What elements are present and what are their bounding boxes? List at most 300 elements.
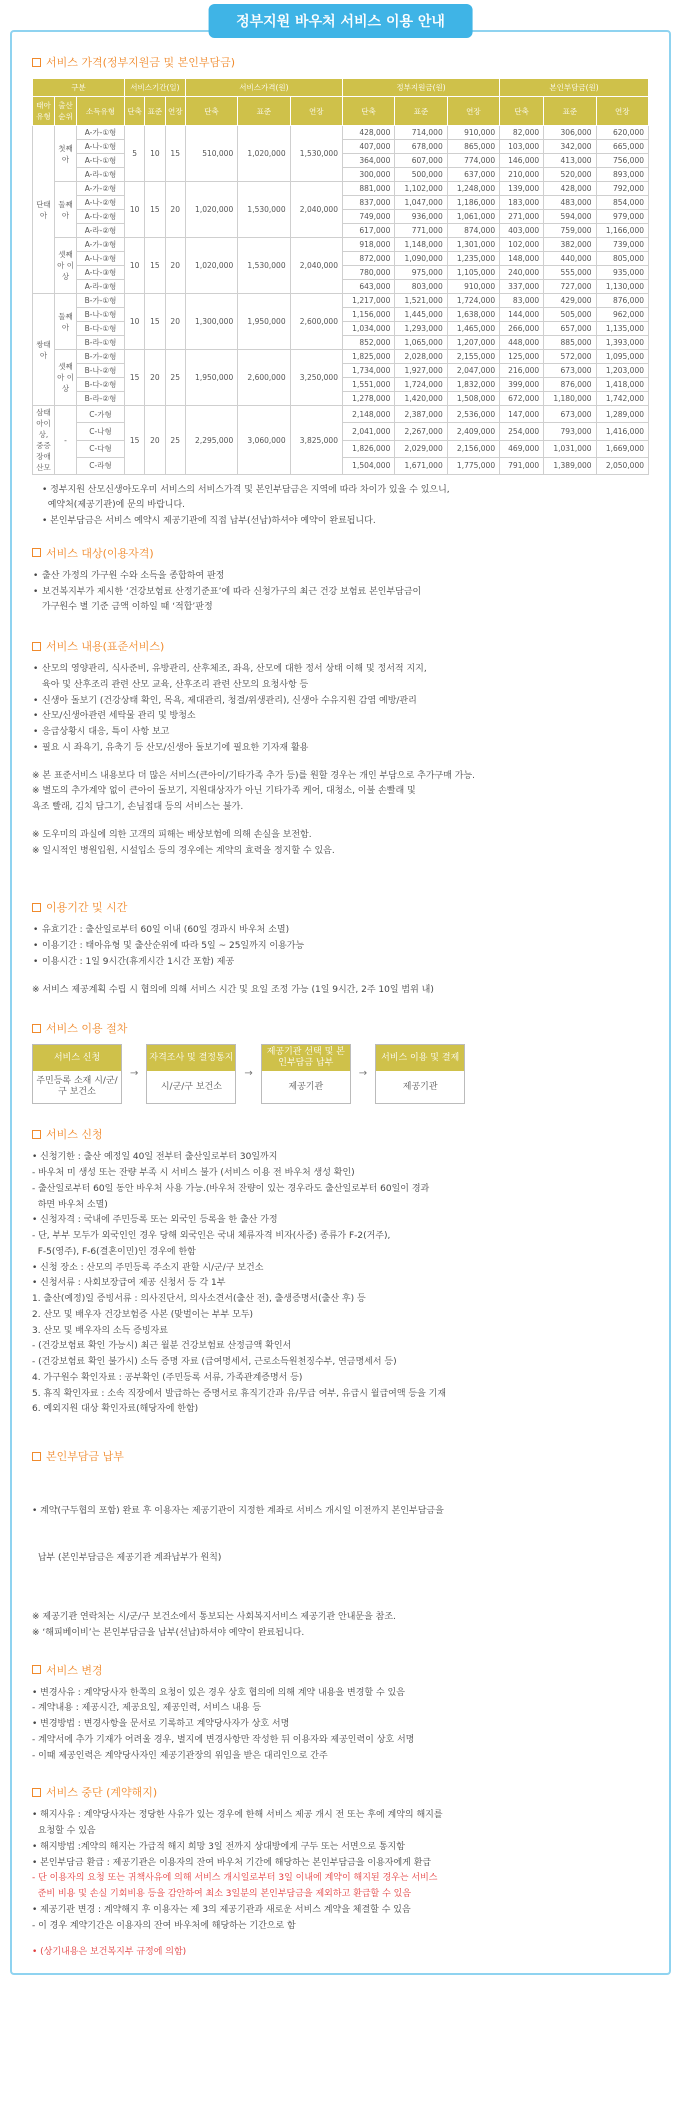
apply-item: 4. 가구원수 확인자료 : 공부확인 (주민등록 서류, 가족관계증명서 등) bbox=[32, 1372, 303, 1383]
apply-item: 5. 휴직 확인자료 : 소속 직장에서 발급하는 증명서로 휴직기간과 유/무급 여부, 유급시 월급여액 등을 기재 bbox=[32, 1388, 447, 1399]
cell-self-short: 210,000 bbox=[500, 168, 544, 182]
payment-list bbox=[32, 1472, 649, 1598]
change-list bbox=[32, 1686, 649, 1765]
cell-price-std: 1,020,000 bbox=[238, 126, 290, 182]
payment-section-title-text: 본인부담금 납부 bbox=[46, 1450, 124, 1464]
cell-gov-std: 607,000 bbox=[395, 154, 447, 168]
cell-gov-std: 771,000 bbox=[395, 224, 447, 238]
cell-gov-ext: 1,061,000 bbox=[447, 210, 499, 224]
cell-price-std: 1,950,000 bbox=[238, 294, 290, 350]
content-item: • 신생아 돌보기 (건강상태 확인, 목욕, 제대관리, 청결/위생관리), 신생아 수유지원 감염 예방/관리 bbox=[32, 694, 649, 710]
cell-self-std: 429,000 bbox=[544, 294, 596, 308]
change-section-title bbox=[32, 1662, 649, 1678]
period-item: • 유효기간 : 출산일로부터 60일 이내 (60일 경과시 바우처 소멸) bbox=[32, 923, 649, 939]
cell-gov-std: 2,029,000 bbox=[395, 440, 447, 457]
procedure-flow bbox=[32, 1044, 649, 1104]
procedure-step-head: 서비스 이용 및 결제 bbox=[376, 1045, 464, 1071]
cell-income: A-다-②형 bbox=[77, 210, 125, 224]
cell-price-ext: 3,825,000 bbox=[290, 406, 342, 475]
cell-income: B-다-①형 bbox=[77, 322, 125, 336]
content-notes-1 bbox=[32, 769, 649, 816]
th-price-short: 단축 bbox=[185, 97, 237, 126]
checkbox-square-icon bbox=[32, 1130, 41, 1139]
cell-self-short: 103,000 bbox=[500, 140, 544, 154]
cell-gov-short: 2,041,000 bbox=[342, 423, 394, 440]
cell-period-ext: 25 bbox=[165, 350, 185, 406]
price-row bbox=[33, 294, 649, 308]
cell-price-short: 1,020,000 bbox=[185, 238, 237, 294]
arrow-right-icon: → bbox=[130, 1068, 139, 1080]
target-list bbox=[32, 569, 649, 616]
guide-frame bbox=[10, 14, 671, 1975]
cell-income: B-나-①형 bbox=[77, 308, 125, 322]
cell-gov-std: 1,927,000 bbox=[395, 364, 447, 378]
cell-self-std: 759,000 bbox=[544, 224, 596, 238]
content-item: • 필요 시 좌욕기, 유축기 등 산모/신생아 돌보기에 필요한 기자재 활용 bbox=[32, 741, 649, 757]
cell-income: A-가-①형 bbox=[77, 126, 125, 140]
apply-section-title-text: 서비스 신청 bbox=[46, 1128, 103, 1142]
cell-self-ext: 1,416,000 bbox=[596, 423, 648, 440]
cell-price-short: 2,295,000 bbox=[185, 406, 237, 475]
cell-self-std: 673,000 bbox=[544, 406, 596, 423]
cell-gov-ext: 1,638,000 bbox=[447, 308, 499, 322]
cell-self-short: 83,000 bbox=[500, 294, 544, 308]
cancel-section-title-text: 서비스 중단 (계약해지) bbox=[46, 1786, 158, 1800]
cell-self-short: 216,000 bbox=[500, 364, 544, 378]
cell-gov-ext: 865,000 bbox=[447, 140, 499, 154]
change-item: - 이때 제공인력은 계약당사자인 제공기관장의 위임을 받은 대리인으로 간주 bbox=[32, 1750, 328, 1761]
th-group-gov: 정부지원금(원) bbox=[342, 79, 499, 97]
cell-self-short: 147,000 bbox=[500, 406, 544, 423]
cancel-item: 요청할 수 있음 bbox=[32, 1826, 96, 1837]
price-row bbox=[33, 238, 649, 252]
th-price-std: 표준 bbox=[238, 97, 290, 126]
price-note: • 정부지원 산모신생아도우미 서비스의 서비스가격 및 본인부담금은 지역에 따라 차이가 있을 수 있으니, bbox=[42, 485, 450, 495]
th-self-ext: 연장 bbox=[596, 97, 648, 126]
cell-gov-ext: 1,465,000 bbox=[447, 322, 499, 336]
cell-gov-ext: 2,047,000 bbox=[447, 364, 499, 378]
cell-income: A-나-①형 bbox=[77, 140, 125, 154]
cell-gov-ext: 910,000 bbox=[447, 126, 499, 140]
cell-gov-std: 1,671,000 bbox=[395, 457, 447, 474]
payment-notes bbox=[32, 1610, 649, 1642]
target-section-title-text: 서비스 대상(이용자격) bbox=[46, 546, 154, 560]
cancel-list bbox=[32, 1808, 649, 1934]
th-group-price: 서비스가격(원) bbox=[185, 79, 342, 97]
checkbox-square-icon bbox=[32, 58, 41, 67]
cell-income: A-가-②형 bbox=[77, 182, 125, 196]
cell-gov-ext: 1,508,000 bbox=[447, 392, 499, 406]
cell-gov-std: 1,724,000 bbox=[395, 378, 447, 392]
cell-self-std: 428,000 bbox=[544, 182, 596, 196]
checkbox-square-icon bbox=[32, 1024, 41, 1033]
cell-price-std: 1,530,000 bbox=[238, 238, 290, 294]
cell-income: B-가-②형 bbox=[77, 350, 125, 364]
content-note: ※ 일시적인 병원입원, 시설입소 등의 경우에는 계약의 효력을 정지할 수 있음. bbox=[32, 845, 335, 856]
cell-self-std: 885,000 bbox=[544, 336, 596, 350]
cell-fetus: 단태아 bbox=[33, 126, 55, 294]
cell-gov-short: 1,034,000 bbox=[342, 322, 394, 336]
cell-gov-short: 407,000 bbox=[342, 140, 394, 154]
cell-gov-short: 428,000 bbox=[342, 126, 394, 140]
cell-self-ext: 620,000 bbox=[596, 126, 648, 140]
cell-self-short: 399,000 bbox=[500, 378, 544, 392]
cell-gov-std: 1,445,000 bbox=[395, 308, 447, 322]
cell-self-short: 448,000 bbox=[500, 336, 544, 350]
cell-self-std: 382,000 bbox=[544, 238, 596, 252]
cell-gov-std: 1,521,000 bbox=[395, 294, 447, 308]
cell-self-ext: 2,050,000 bbox=[596, 457, 648, 474]
cell-gov-std: 1,090,000 bbox=[395, 252, 447, 266]
change-item: • 변경사유 : 계약당사자 한쪽의 요청이 있은 경우 상호 협의에 의해 계약 내용을 변경할 수 있음 bbox=[32, 1687, 405, 1698]
cell-gov-ext: 774,000 bbox=[447, 154, 499, 168]
cell-self-ext: 805,000 bbox=[596, 252, 648, 266]
payment-note: ※ ‘해피베이비’는 본인부담금을 납부(선납)하셔야 예약이 완료됩니다. bbox=[32, 1627, 305, 1638]
cell-self-ext: 756,000 bbox=[596, 154, 648, 168]
cell-period-std: 15 bbox=[145, 182, 165, 238]
cell-gov-ext: 2,155,000 bbox=[447, 350, 499, 364]
cell-income: C-가형 bbox=[77, 406, 125, 423]
cell-price-ext: 2,600,000 bbox=[290, 294, 342, 350]
change-item: • 변경방법 : 변경사항을 문서로 기록하고 계약당사자가 상호 서명 bbox=[32, 1719, 290, 1730]
cell-self-ext: 1,393,000 bbox=[596, 336, 648, 350]
cell-self-std: 1,031,000 bbox=[544, 440, 596, 457]
procedure-step bbox=[146, 1044, 236, 1104]
cell-self-ext: 1,203,000 bbox=[596, 364, 648, 378]
cell-self-ext: 854,000 bbox=[596, 196, 648, 210]
cell-gov-ext: 1,105,000 bbox=[447, 266, 499, 280]
cell-birth: - bbox=[55, 406, 77, 475]
cancel-section-title bbox=[32, 1784, 649, 1800]
apply-item: 2. 산모 및 배우자 건강보험증 사본 (맞벌이는 부부 모두) bbox=[32, 1309, 254, 1320]
cell-gov-short: 749,000 bbox=[342, 210, 394, 224]
change-item: - 계약내용 : 제공시간, 제공요일, 제공인력, 서비스 내용 등 bbox=[32, 1703, 262, 1714]
cell-gov-std: 1,420,000 bbox=[395, 392, 447, 406]
content-note: 욕조 빨래, 김치 담그기, 손님접대 등의 서비스는 불가. bbox=[32, 802, 244, 813]
arrow-right-icon: → bbox=[358, 1068, 368, 1080]
cell-period-std: 15 bbox=[145, 294, 165, 350]
cell-self-ext: 1,289,000 bbox=[596, 406, 648, 423]
cancel-item: • 해지방법 :계약의 해지는 가급적 해지 희망 3일 전까지 상대방에게 구두 또는 서면으로 통지함 bbox=[32, 1841, 405, 1852]
cell-gov-short: 837,000 bbox=[342, 196, 394, 210]
target-item: • 출산 가정의 가구원 수와 소득을 종합하여 판정 bbox=[32, 569, 649, 585]
cell-self-short: 337,000 bbox=[500, 280, 544, 294]
payment-section-title bbox=[32, 1448, 649, 1464]
th-group-period: 서비스기간(일) bbox=[125, 79, 186, 97]
content-section-title bbox=[32, 638, 649, 654]
cell-price-std: 3,060,000 bbox=[238, 406, 290, 475]
checkbox-square-icon bbox=[32, 903, 41, 912]
cell-gov-short: 881,000 bbox=[342, 182, 394, 196]
price-row bbox=[33, 126, 649, 140]
cell-gov-ext: 1,248,000 bbox=[447, 182, 499, 196]
cell-self-ext: 792,000 bbox=[596, 182, 648, 196]
payment-item: 납부 (본인부담금은 제공기관 계좌납부가 원칙) bbox=[32, 1552, 222, 1563]
cell-self-std: 673,000 bbox=[544, 364, 596, 378]
period-section-title-text: 이용기간 및 시간 bbox=[46, 901, 128, 915]
cell-self-short: 148,000 bbox=[500, 252, 544, 266]
page-title: 정부지원 바우처 서비스 이용 안내 bbox=[208, 4, 473, 38]
cell-income: A-나-③형 bbox=[77, 252, 125, 266]
cell-gov-std: 500,000 bbox=[395, 168, 447, 182]
cell-income: B-다-②형 bbox=[77, 378, 125, 392]
procedure-step bbox=[261, 1044, 351, 1104]
cell-income: B-라-②형 bbox=[77, 392, 125, 406]
cell-self-short: 403,000 bbox=[500, 224, 544, 238]
cell-income: B-라-①형 bbox=[77, 336, 125, 350]
cell-self-std: 594,000 bbox=[544, 210, 596, 224]
cell-fetus: 삼태아이상, 중증장애 산모 bbox=[33, 406, 55, 475]
cell-gov-std: 2,267,000 bbox=[395, 423, 447, 440]
cell-self-std: 555,000 bbox=[544, 266, 596, 280]
cell-self-short: 266,000 bbox=[500, 322, 544, 336]
cell-period-std: 15 bbox=[145, 238, 165, 294]
period-list bbox=[32, 923, 649, 970]
cell-income: A-라-①형 bbox=[77, 168, 125, 182]
cell-gov-short: 1,826,000 bbox=[342, 440, 394, 457]
content-item: • 산모의 영양관리, 식사준비, 유방관리, 산후체조, 좌욕, 산모에 대한 정서 상태 이해 및 정서적 지지, bbox=[32, 662, 649, 678]
price-row bbox=[33, 182, 649, 196]
content-note: ※ 별도의 추가계약 없이 큰아이 돌보기, 지원대상자가 아닌 기타가족 케어, 대청소, 이불 손빨래 및 bbox=[32, 786, 416, 797]
cell-gov-short: 1,551,000 bbox=[342, 378, 394, 392]
th-group-self: 본인부담금(원) bbox=[500, 79, 649, 97]
period-item: • 이용시간 : 1일 9시간(휴게시간 1시간 포함) 제공 bbox=[32, 955, 649, 971]
cell-self-std: 342,000 bbox=[544, 140, 596, 154]
cell-self-std: 793,000 bbox=[544, 423, 596, 440]
cell-period-ext: 20 bbox=[165, 182, 185, 238]
cell-birth: 셋째아 이상 bbox=[55, 350, 77, 406]
content-list bbox=[32, 662, 649, 757]
th-price-ext: 연장 bbox=[290, 97, 342, 126]
cell-self-ext: 1,669,000 bbox=[596, 440, 648, 457]
target-item: 가구원수 별 기준 금액 이하일 때 ‘적합’판정 bbox=[42, 602, 213, 613]
cell-gov-ext: 1,301,000 bbox=[447, 238, 499, 252]
cell-period-ext: 25 bbox=[165, 406, 185, 475]
cancel-item: • 제공기관 변경 : 계약해지 후 이용자는 제 3의 제공기관과 새로운 서비스 계약을 체결할 수 있음 bbox=[32, 1904, 411, 1915]
cell-period-short: 15 bbox=[125, 406, 145, 475]
cell-price-short: 1,950,000 bbox=[185, 350, 237, 406]
cell-gov-short: 918,000 bbox=[342, 238, 394, 252]
cell-price-short: 1,020,000 bbox=[185, 182, 237, 238]
cell-self-short: 82,000 bbox=[500, 126, 544, 140]
cell-gov-ext: 874,000 bbox=[447, 224, 499, 238]
procedure-section-title bbox=[32, 1020, 649, 1036]
cell-self-std: 306,000 bbox=[544, 126, 596, 140]
payment-note: ※ 제공기관 연락처는 시/군/구 보건소에서 통보되는 사회복지서비스 제공기관 안내문을 참조. bbox=[32, 1612, 396, 1623]
cell-income: A-가-③형 bbox=[77, 238, 125, 252]
cell-price-std: 2,600,000 bbox=[238, 350, 290, 406]
price-row bbox=[33, 406, 649, 423]
cell-period-ext: 20 bbox=[165, 238, 185, 294]
cell-self-ext: 1,166,000 bbox=[596, 224, 648, 238]
th-gov-ext: 연장 bbox=[447, 97, 499, 126]
cell-birth: 둘째아 bbox=[55, 294, 77, 350]
cell-gov-std: 714,000 bbox=[395, 126, 447, 140]
apply-section-title bbox=[32, 1126, 649, 1142]
cell-birth: 첫째아 bbox=[55, 126, 77, 182]
cell-gov-short: 643,000 bbox=[342, 280, 394, 294]
price-notes bbox=[32, 483, 649, 529]
cell-self-ext: 1,742,000 bbox=[596, 392, 648, 406]
checkbox-square-icon bbox=[32, 1788, 41, 1797]
cell-self-std: 1,389,000 bbox=[544, 457, 596, 474]
th-self-short: 단축 bbox=[500, 97, 544, 126]
procedure-step-body: 제공기관 bbox=[288, 1081, 324, 1092]
apply-item: F-5(영주), F-6(결혼이민)인 경우에 한함 bbox=[32, 1246, 196, 1257]
cell-gov-ext: 2,156,000 bbox=[447, 440, 499, 457]
cell-gov-short: 300,000 bbox=[342, 168, 394, 182]
cancel-item: • 본인부담금 환급 : 제공기관은 이용자의 잔여 바우처 기간에 해당하는 본인부담금을 이용자에게 환급 bbox=[32, 1857, 432, 1868]
price-note: 예약처(제공기관)에 문의 바랍니다. bbox=[42, 500, 186, 511]
cell-gov-std: 975,000 bbox=[395, 266, 447, 280]
procedure-step-head: 제공기관 선택 및 본인부담금 납부 bbox=[262, 1045, 350, 1071]
cell-gov-ext: 1,235,000 bbox=[447, 252, 499, 266]
cell-income: A-다-③형 bbox=[77, 266, 125, 280]
procedure-step-body: 제공기관 bbox=[402, 1081, 438, 1092]
cell-self-short: 271,000 bbox=[500, 210, 544, 224]
cell-income: C-다형 bbox=[77, 440, 125, 457]
cell-gov-short: 852,000 bbox=[342, 336, 394, 350]
th-income: 소득유형 bbox=[77, 97, 125, 126]
cell-self-std: 876,000 bbox=[544, 378, 596, 392]
cell-gov-ext: 2,409,000 bbox=[447, 423, 499, 440]
cell-income: A-나-②형 bbox=[77, 196, 125, 210]
cell-gov-std: 678,000 bbox=[395, 140, 447, 154]
cell-self-ext: 893,000 bbox=[596, 168, 648, 182]
price-section-title bbox=[32, 54, 649, 70]
th-gov-std: 표준 bbox=[395, 97, 447, 126]
cell-gov-short: 872,000 bbox=[342, 252, 394, 266]
procedure-step bbox=[32, 1044, 122, 1104]
cell-price-ext: 2,040,000 bbox=[290, 182, 342, 238]
cell-birth: 셋째아 이상 bbox=[55, 238, 77, 294]
apply-item: 하면 바우처 소멸) bbox=[32, 1199, 108, 1210]
cell-gov-short: 1,504,000 bbox=[342, 457, 394, 474]
target-section-title bbox=[32, 545, 649, 561]
content-note: ※ 본 표준서비스 내용보다 더 많은 서비스(큰아이/기타가족 추가 등)를 원할 경우는 개인 부담으로 추가구매 가능. bbox=[32, 770, 476, 781]
cell-income: C-나형 bbox=[77, 423, 125, 440]
cell-self-short: 144,000 bbox=[500, 308, 544, 322]
cancel-item: • 해지사유 : 계약당사자는 정당한 사유가 있는 경우에 한해 서비스 제공 개시 전 또는 후에 계약의 해지를 bbox=[32, 1810, 443, 1821]
checkbox-square-icon bbox=[32, 642, 41, 651]
cell-gov-std: 1,047,000 bbox=[395, 196, 447, 210]
cell-price-ext: 2,040,000 bbox=[290, 238, 342, 294]
cell-self-std: 520,000 bbox=[544, 168, 596, 182]
payment-item: • 계약(구두협의 포함) 완료 후 이용자는 제공기관이 지정한 계좌로 서비스 개시일 이전까지 본인부담금을 bbox=[32, 1505, 444, 1516]
apply-item: 6. 예외지원 대상 확인자료(해당자에 한함) bbox=[32, 1404, 199, 1415]
cell-period-ext: 15 bbox=[165, 126, 185, 182]
cell-self-std: 505,000 bbox=[544, 308, 596, 322]
apply-item: - 단, 부부 모두가 외국인인 경우 당해 외국인은 국내 체류자격 비자(사증) 종류가 F-2(거주), bbox=[32, 1231, 391, 1242]
cell-self-std: 483,000 bbox=[544, 196, 596, 210]
period-note: ※ 서비스 제공계획 수립 시 협의에 의해 서비스 시간 및 요일 조정 가능 (1일 9시간, 2주 10일 범위 내) bbox=[32, 984, 434, 995]
cell-period-std: 20 bbox=[145, 406, 165, 475]
change-item: - 계약서에 추가 기재가 어려울 경우, 별지에 변경사항만 작성한 뒤 이용자와 제공인력이 상호 서명 bbox=[32, 1734, 415, 1745]
cell-income: A-다-①형 bbox=[77, 154, 125, 168]
cell-self-short: 672,000 bbox=[500, 392, 544, 406]
cell-gov-std: 1,102,000 bbox=[395, 182, 447, 196]
cell-period-std: 10 bbox=[145, 126, 165, 182]
cell-gov-short: 1,156,000 bbox=[342, 308, 394, 322]
cell-self-short: 469,000 bbox=[500, 440, 544, 457]
procedure-step-head: 서비스 신청 bbox=[33, 1045, 121, 1071]
procedure-section-title-text: 서비스 이용 절차 bbox=[46, 1022, 128, 1036]
cell-gov-short: 1,734,000 bbox=[342, 364, 394, 378]
apply-item: • 신청자격 : 국내에 주민등록 또는 외국인 등록을 한 출산 가정 bbox=[32, 1215, 278, 1226]
cell-self-ext: 1,135,000 bbox=[596, 322, 648, 336]
cell-self-ext: 876,000 bbox=[596, 294, 648, 308]
cell-income: B-나-②형 bbox=[77, 364, 125, 378]
cell-gov-std: 1,065,000 bbox=[395, 336, 447, 350]
cell-gov-std: 1,148,000 bbox=[395, 238, 447, 252]
cell-self-ext: 935,000 bbox=[596, 266, 648, 280]
th-period-short: 단축 bbox=[125, 97, 145, 126]
period-section-title bbox=[32, 899, 649, 915]
apply-item: • 신청기한 : 출산 예정일 40일 전부터 출산일로부터 30일까지 bbox=[32, 1152, 278, 1163]
price-note: • 본인부담금은 서비스 예약시 제공기관에 직접 납부(선납)하셔야 예약이 완료됩니다. bbox=[42, 515, 376, 526]
cell-price-ext: 1,530,000 bbox=[290, 126, 342, 182]
apply-item: • 신청 장소 : 산모의 주민등록 주소지 관할 시/군/구 보건소 bbox=[32, 1262, 264, 1273]
content-note: ※ 도우미의 과실에 의한 고객의 피해는 배상보험에 의해 손실을 보전함. bbox=[32, 829, 312, 840]
th-fetus: 태아 유형 bbox=[33, 97, 55, 126]
procedure-step-body: 주민등록 소재 시/군/구 보건소 bbox=[36, 1075, 118, 1098]
apply-item: - (건강보험료 확인 가능시) 최근 월분 건강보험료 산정금액 확인서 bbox=[32, 1341, 292, 1352]
apply-item: - (건강보험료 확인 불가시) 소득 증명 자료 (급여명세서, 근로소득원천징수부, 연금명세서 등) bbox=[32, 1357, 397, 1368]
change-section-title-text: 서비스 변경 bbox=[46, 1663, 103, 1677]
cancel-item: 준비 비용 및 손실 기회비용 등을 감안하여 최소 3일분의 본인부담금을 제외하고 환급할 수 있음 bbox=[32, 1889, 412, 1900]
cell-self-std: 1,180,000 bbox=[544, 392, 596, 406]
cell-period-std: 20 bbox=[145, 350, 165, 406]
cell-gov-ext: 910,000 bbox=[447, 280, 499, 294]
cell-gov-ext: 1,832,000 bbox=[447, 378, 499, 392]
cell-gov-ext: 1,186,000 bbox=[447, 196, 499, 210]
cell-gov-short: 617,000 bbox=[342, 224, 394, 238]
footer-note: • (상기내용은 보건복지부 규정에 의함) bbox=[32, 1947, 187, 1958]
procedure-step bbox=[375, 1044, 465, 1104]
cell-gov-ext: 1,775,000 bbox=[447, 457, 499, 474]
cell-self-ext: 979,000 bbox=[596, 210, 648, 224]
checkbox-square-icon bbox=[32, 1665, 41, 1674]
price-table bbox=[32, 78, 649, 475]
cell-self-std: 440,000 bbox=[544, 252, 596, 266]
period-item: • 이용기간 : 태아유형 및 출산순위에 따라 5일 ~ 25일까지 이용가능 bbox=[32, 939, 649, 955]
apply-item: • 신청서류 : 사회보장급여 제공 신청서 등 각 1부 bbox=[32, 1278, 226, 1289]
cell-self-ext: 1,418,000 bbox=[596, 378, 648, 392]
price-section-title-text: 서비스 가격(정부지원금 및 본인부담금) bbox=[46, 56, 236, 69]
cell-self-ext: 1,130,000 bbox=[596, 280, 648, 294]
price-row bbox=[33, 350, 649, 364]
cell-gov-short: 364,000 bbox=[342, 154, 394, 168]
procedure-step-head: 자격조사 및 결정통지 bbox=[147, 1045, 235, 1071]
apply-item: 3. 산모 및 배우자의 소득 증빙자료 bbox=[32, 1325, 168, 1336]
cell-self-ext: 665,000 bbox=[596, 140, 648, 154]
cell-gov-ext: 1,724,000 bbox=[447, 294, 499, 308]
cell-gov-ext: 1,207,000 bbox=[447, 336, 499, 350]
cell-gov-short: 2,148,000 bbox=[342, 406, 394, 423]
th-gov-short: 단축 bbox=[342, 97, 394, 126]
cell-income: A-라-②형 bbox=[77, 224, 125, 238]
target-item: • 보건복지부가 제시한 ‘건강보험료 산정기준표’에 따라 신청가구의 최근 건강 보험료 본인부담금이 bbox=[32, 585, 649, 601]
th-period-ext: 연장 bbox=[165, 97, 185, 126]
cell-period-short: 15 bbox=[125, 350, 145, 406]
cell-gov-short: 1,278,000 bbox=[342, 392, 394, 406]
cell-price-std: 1,530,000 bbox=[238, 182, 290, 238]
cell-period-short: 10 bbox=[125, 182, 145, 238]
content-notes-2 bbox=[32, 828, 649, 860]
cell-period-ext: 20 bbox=[165, 294, 185, 350]
cell-income: B-가-①형 bbox=[77, 294, 125, 308]
cell-self-short: 139,000 bbox=[500, 182, 544, 196]
